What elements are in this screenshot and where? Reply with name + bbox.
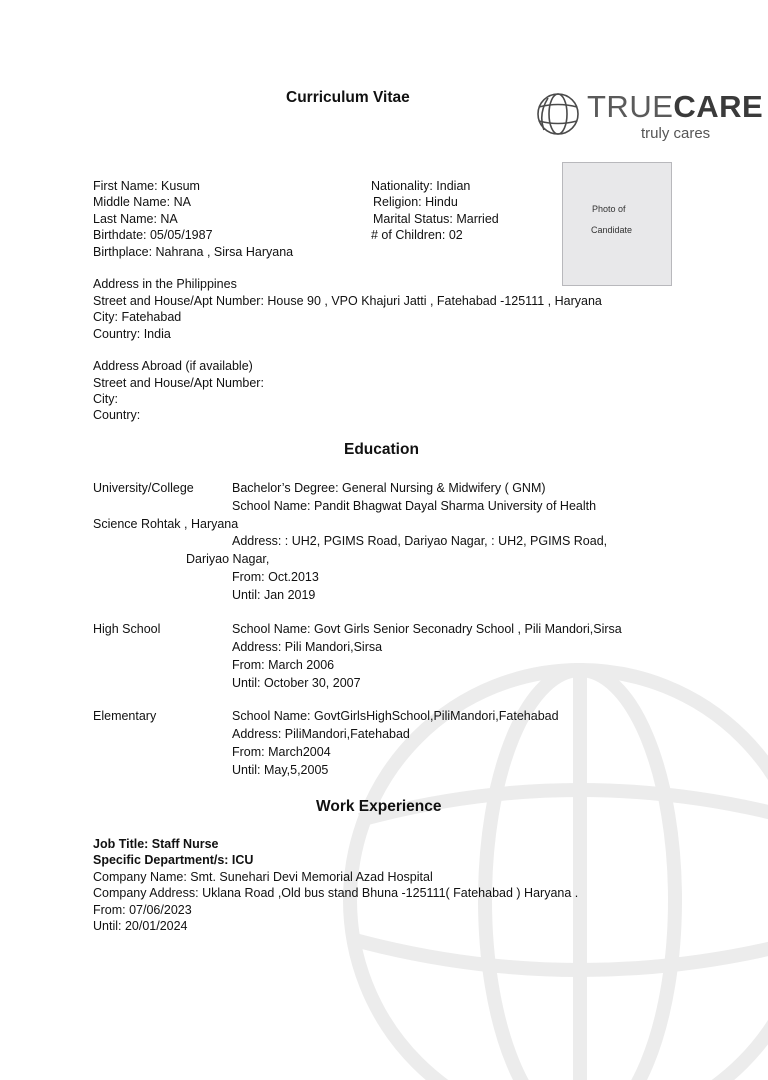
high-school-label: High School <box>93 622 161 636</box>
high-school-until: Until: October 30, 2007 <box>232 676 361 690</box>
photo-label-line2: Candidate <box>591 225 633 235</box>
last-name: Last Name: NA <box>93 212 178 226</box>
elementary-address: Address: PiliMandori,Fatehabad <box>232 727 410 741</box>
university-address-cont: Dariyao Nagar, <box>186 552 270 566</box>
children-count: # of Children: 02 <box>371 228 463 242</box>
brand-part-care: CARE <box>673 89 764 124</box>
address-ph-street: Street and House/Apt Number: House 90 , VPO Khajuri Jatti , Fatehabad -125111 , Haryana <box>93 294 602 308</box>
university-school-cont: Science Rohtak , Haryana <box>93 517 239 531</box>
middle-name: Middle Name: NA <box>93 195 191 209</box>
address-abroad-street: Street and House/Apt Number: <box>93 376 264 390</box>
company-address: Company Address: Uklana Road ,Old bus stand Bhuna -125111( Fatehabad ) Haryana . <box>93 886 579 900</box>
elementary-from: From: March2004 <box>232 745 331 759</box>
marital-status: Marital Status: Married <box>373 212 499 226</box>
truecare-logo-icon <box>534 90 582 138</box>
university-address: Address: : UH2, PGIMS Road, Dariyao Nagar, : UH2, PGIMS Road, <box>232 534 608 548</box>
religion: Religion: Hindu <box>373 195 458 209</box>
photo-label-line1: Photo of <box>592 204 626 214</box>
address-ph-country: Country: India <box>93 327 171 341</box>
birthdate: Birthdate: 05/05/1987 <box>93 228 213 242</box>
department: Specific Department/s: ICU <box>93 853 254 867</box>
photo-placeholder <box>562 162 672 286</box>
high-school-address: Address: Pili Mandori,Sirsa <box>232 640 383 654</box>
brand-logo-text <box>587 88 763 126</box>
high-school-name: School Name: Govt Girls Senior Seconadry School , Pili Mandori,Sirsa <box>232 622 622 636</box>
education-heading: Education <box>344 441 419 458</box>
high-school-from: From: March 2006 <box>232 658 335 672</box>
university-label: University/College <box>93 481 194 495</box>
elementary-label: Elementary <box>93 709 157 723</box>
address-abroad-country: Country: <box>93 408 141 422</box>
brand-tagline: truly cares <box>641 125 711 142</box>
job-title: Job Title: Staff Nurse <box>93 837 219 851</box>
elementary-name: School Name: GovtGirlsHighSchool,PiliMandori,Fatehabad <box>232 709 559 723</box>
university-from: From: Oct.2013 <box>232 570 319 584</box>
work-from: From: 07/06/2023 <box>93 903 192 917</box>
birthplace: Birthplace: Nahrana , Sirsa Haryana <box>93 245 294 259</box>
brand-part-true: TRUE <box>587 89 674 124</box>
university-degree: Bachelor’s Degree: General Nursing & Midwifery ( GNM) <box>232 481 546 495</box>
university-school: School Name: Pandit Bhagwat Dayal Sharma University of Health <box>232 499 597 513</box>
globe-watermark-icon <box>330 640 768 1080</box>
address-ph-city: City: Fatehabad <box>93 310 182 324</box>
address-abroad-heading: Address Abroad (if available) <box>93 359 253 373</box>
address-ph-heading: Address in the Philippines <box>93 277 237 291</box>
nationality: Nationality: Indian <box>371 179 471 193</box>
address-abroad-city: City: <box>93 392 118 406</box>
university-until: Until: Jan 2019 <box>232 588 316 602</box>
company-name: Company Name: Smt. Sunehari Devi Memorial Azad Hospital <box>93 870 433 884</box>
elementary-until: Until: May,5,2005 <box>232 763 329 777</box>
work-heading: Work Experience <box>316 798 442 815</box>
work-until: Until: 20/01/2024 <box>93 919 188 933</box>
first-name: First Name: Kusum <box>93 179 200 193</box>
document-title: Curriculum Vitae <box>286 89 410 106</box>
